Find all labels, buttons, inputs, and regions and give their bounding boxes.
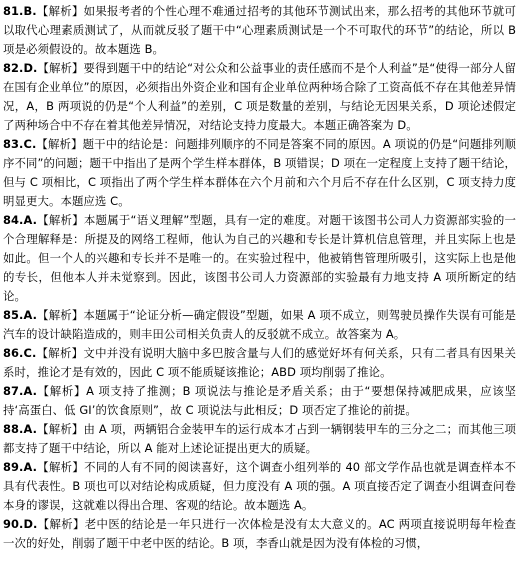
answer-number: 87.A. — [3, 384, 38, 398]
answer-90 — [3, 515, 516, 553]
answer-87 — [3, 382, 516, 420]
answer-number: 84.A. — [3, 213, 38, 227]
answer-number: 90.D. — [3, 517, 38, 531]
answer-82 — [3, 59, 516, 135]
answer-88 — [3, 420, 516, 458]
answer-text: 【解析】老中医的结论是一年只进行一次体检是没有太大意义的。AC 两项直接说明每年检查一次的好处，削弱了题干中老中医的结论。B 项，李香山就是因为没有体检的习惯， — [3, 517, 516, 550]
answer-83 — [3, 135, 516, 211]
answer-81 — [3, 2, 516, 59]
answer-number: 83.C. — [3, 137, 37, 151]
answer-89 — [3, 458, 516, 515]
answer-number: 88.A. — [3, 422, 38, 436]
answer-85 — [3, 306, 516, 344]
answer-text: 【解析】不同的人有不同的阅读喜好，这个调查小组列举的 40 部文学作品也就是调查样本不具有代表性。B 项也可以对结论构成质疑，但力度没有 A 项的强。A 项直接否定了调查小组调查问卷本身的谬误，这就难以得出合理、客观的结论。故本题选 A。 — [3, 460, 516, 512]
answer-text: 【解析】要得到题干中的结论“对公众和公益事业的责任感而不是个人利益”是“使得一部分人留在国有企业单位”的原因，必须指出外资企业和国有企业单位两种场合除了工资高低不存在其他差异情况，A，B 两项说的仍是“个人利益”的差别，C 项是数量的差别，与结论无因果关系，D 项论述假定了两种场合中不存在着其他差异情况，对结论支持力度最大。本题正确答案为 D。 — [3, 61, 516, 132]
answer-text: 【解析】文中并没有说明大脑中多巴胺含量与人们的感觉好坏有何关系，只有二者具有因果关系时，推论才是有效的，因此 C 项不能质疑该推论；ABD 项均削弱了推论。 — [3, 346, 516, 379]
answer-86 — [3, 344, 516, 382]
answer-number: 81.B. — [3, 4, 37, 18]
answer-text: 【解析】如果报考者的个性心理不难通过招考的其他环节测试出来，那么招考的其他环节就可以取代心理素质测试了，从而就反驳了题干中“心理素质测试是一个不可取代的环节”的结论，所以 B 项是必须假设的。故本题选 B。 — [3, 4, 516, 56]
answer-text: 【解析】本题属于“论证分析—确定假设”型题，如果 A 项不成立，则驾驶员操作失误有可能是汽车的设计缺陷造成的，则丰田公司相关负责人的反驳就不成立。故答案为 A。 — [3, 308, 516, 341]
answer-text: 【解析】题干中的结论是：问题排列顺序的不同是答案不同的原因。A 项说的仍是“问题排列顺序不同”的问题；题干中指出了是两个学生样本群体，B 项错误；D 项在一定程度上支持了题干结论，但与 C 项相比，C 项指出了两个学生样本群体在六个月前和六个月后不存在什么区别，C 项支持力度明显更大。本题应选 C。 — [3, 137, 516, 208]
answer-84 — [3, 211, 516, 306]
answer-number: 85.A. — [3, 308, 38, 322]
answer-text: 【解析】由 A 项，两辆铝合金装甲车的运行成本才占到一辆钢装甲车的三分之二；而其他三项都支持了题干中结论，所以 A 能对上述论证提出更大的质疑。 — [3, 422, 516, 455]
answer-number: 86.C. — [3, 346, 37, 360]
answer-text: 【解析】本题属于“语义理解”型题，具有一定的难度。对题干该图书公司人力资源部实验的一个合理解释是：所提及的网络工程师，他认为自己的兴趣和专长是计算机信息管理，并且实际上也是如此。但一个人的兴趣和专长并不是唯一的。在实验过程中，他被销售管理所吸引，这实际上也是他的专长，但他本人并未觉察到。因此，该图书公司人力资源部的实验最有力地支持 A 项所断定的结论。 — [3, 213, 516, 303]
answer-text: 【解析】A 项支持了推测；B 项说法与推论是矛盾关系；由于“要想保持减肥成果，应该坚持‘高蛋白、低 GI’的饮食原则”，故 C 项说法与此相反；D 项否定了推论的前提。 — [3, 384, 516, 417]
answer-number: 89.A. — [3, 460, 38, 474]
answer-number: 82.D. — [3, 61, 38, 75]
